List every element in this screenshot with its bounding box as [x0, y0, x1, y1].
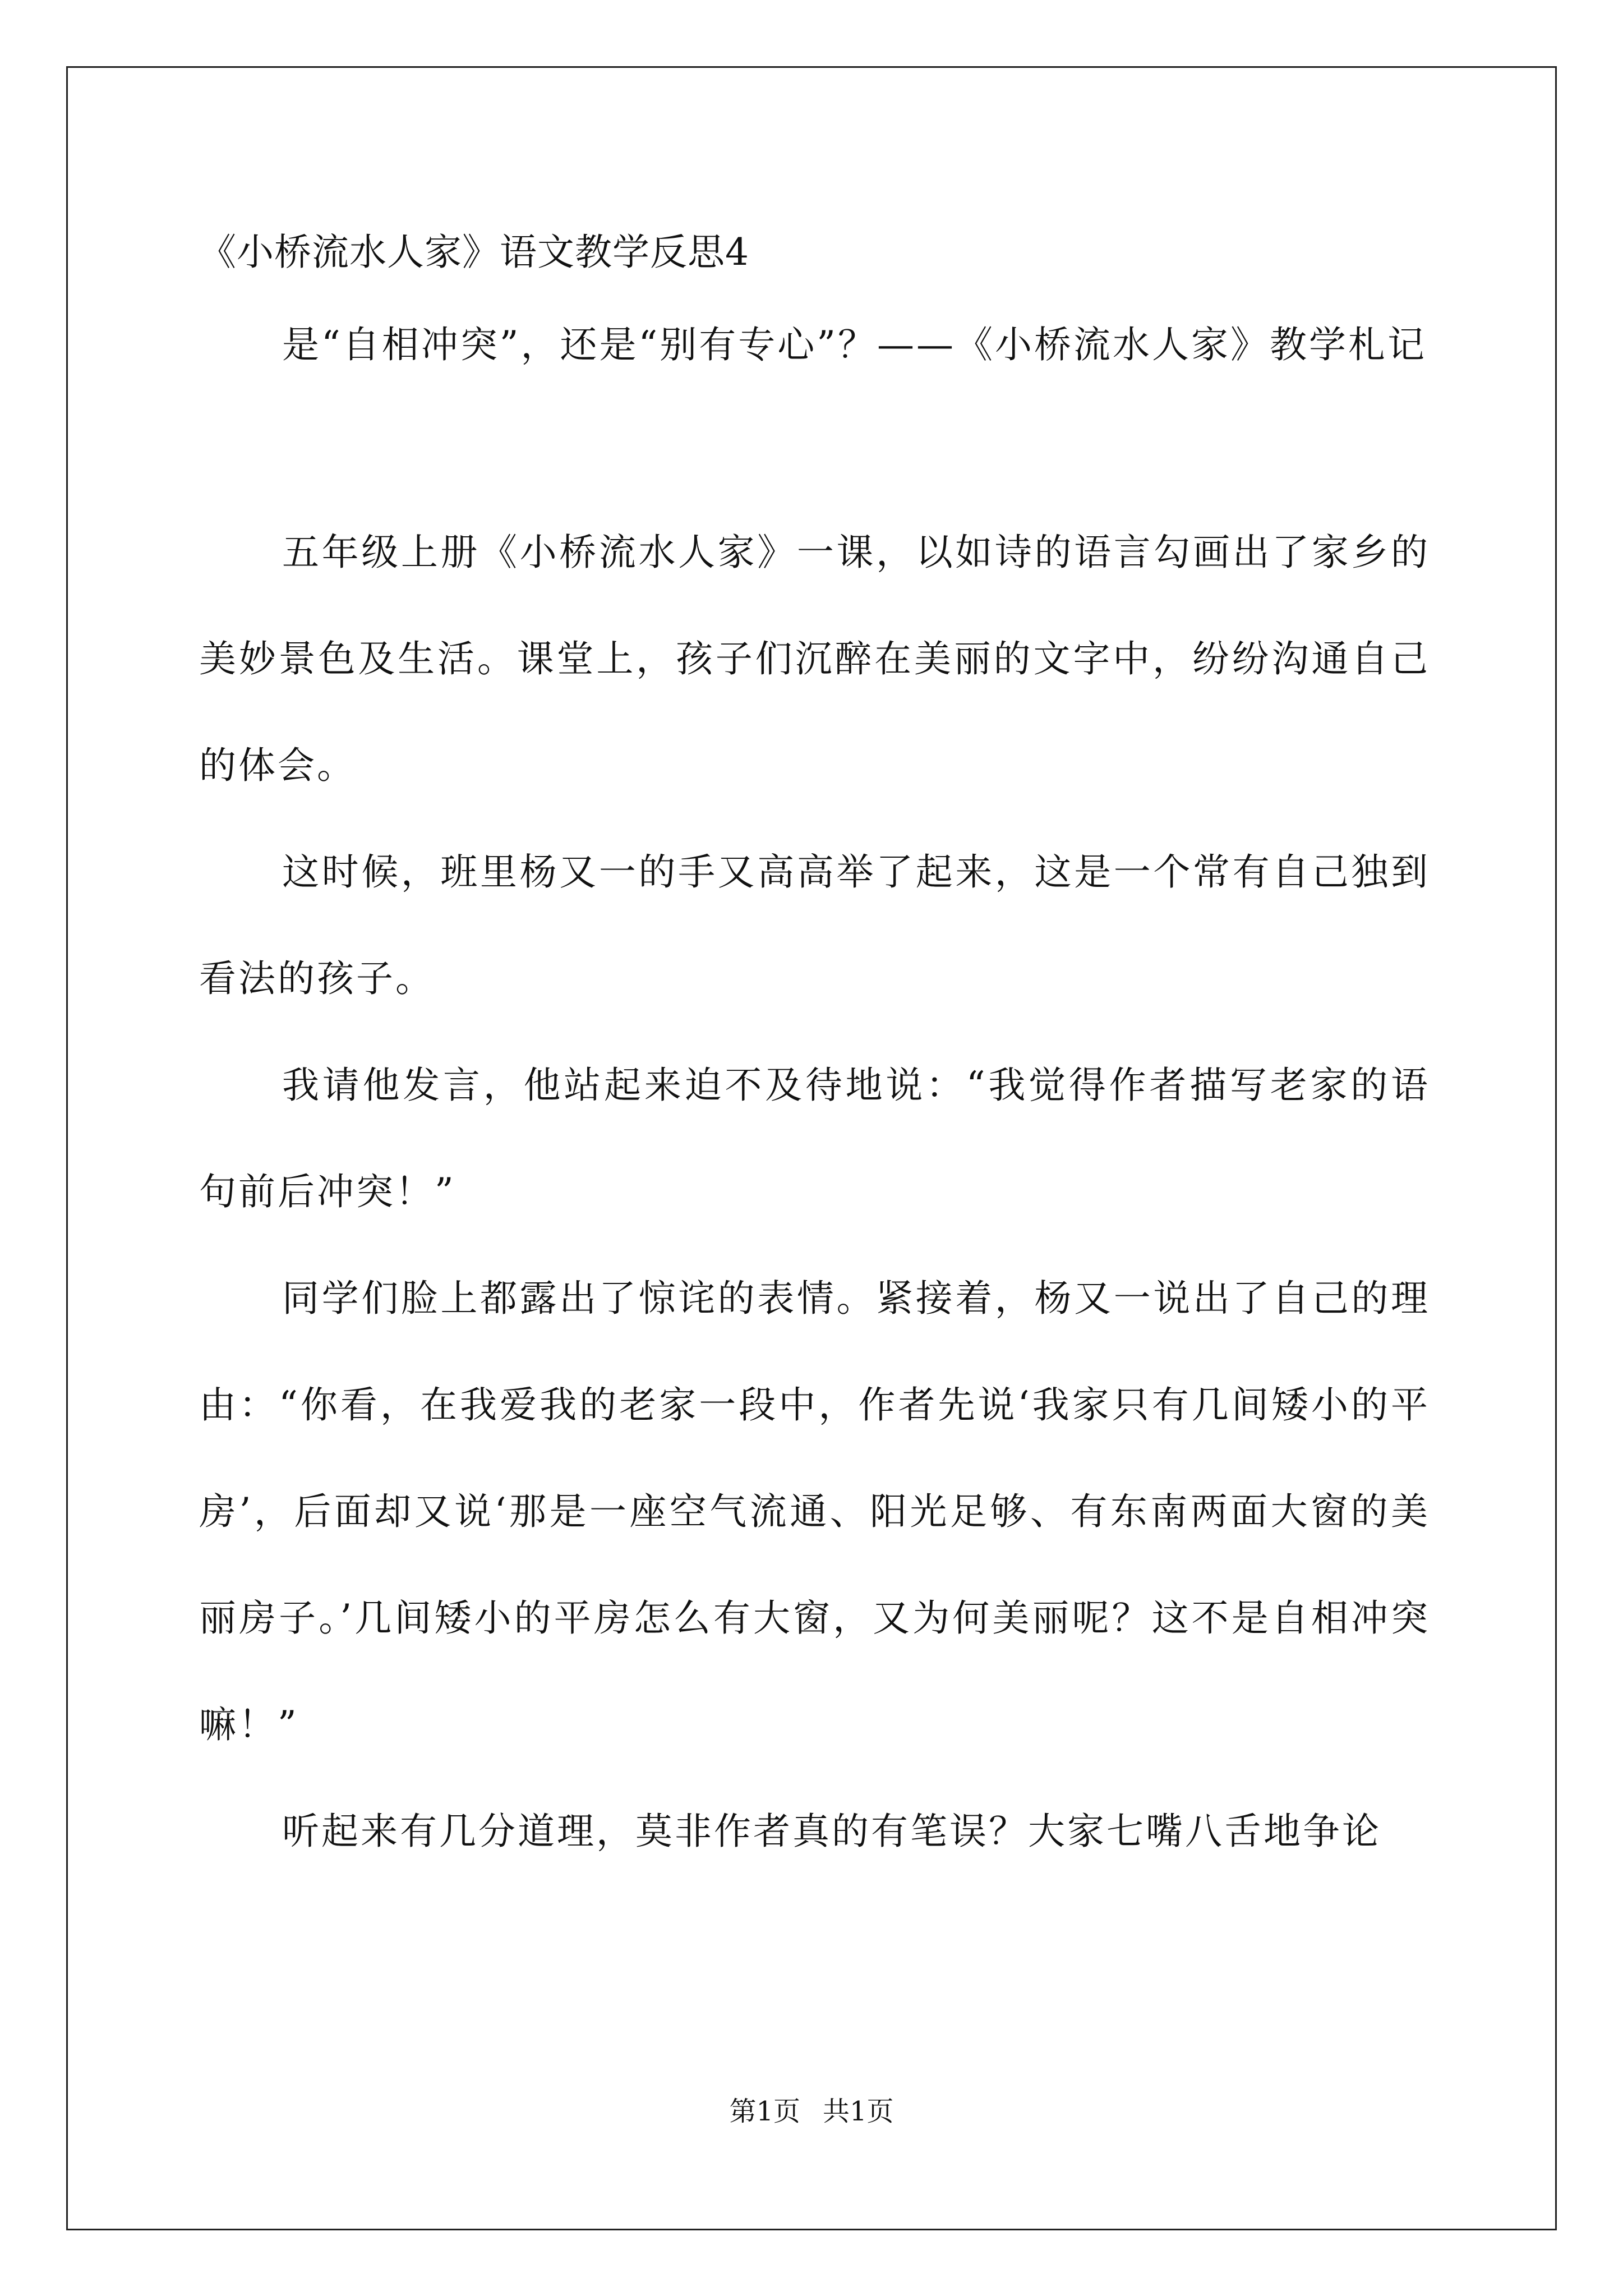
subtitle-paragraph: 是“自相冲突”，还是“别有专心”？——《小桥流水人家》教学札记: [282, 323, 1427, 366]
body-paragraph: 同学们脸上都露出了惊诧的表情。紧接着，杨又一说出了自己的理由：“你看，在我爱我的老家一段中，作者先说‘我家只有几间矮小的平房’，后面却又说‘那是一座空气流通、阳光足够、有东南两面大窗的美丽房子。’几间矮小的平房怎么有大窗，又为何美丽呢？这不是自相冲突嘛！”: [199, 1277, 1430, 1746]
document-title: 《小桥流水人家》语文教学反思4: [199, 231, 749, 274]
document-body: [199, 213, 1430, 1885]
page-footer: [0, 2090, 1623, 2128]
body-paragraph: 听起来有几分道理，莫非作者真的有笔误？大家七嘴八舌地争论: [282, 1810, 1381, 1853]
body-paragraph: 这时候，班里杨又一的手又高高举了起来，这是一个常有自己独到看法的孩子。: [199, 850, 1430, 1000]
body-paragraph: 我请他发言，他站起来迫不及待地说：“我觉得作者描写老家的语句前后冲突！”: [199, 1064, 1430, 1213]
page-total: 共1页: [823, 2096, 894, 2127]
body-paragraph: 五年级上册《小桥流水人家》一课，以如诗的语言勾画出了家乡的美妙景色及生活。课堂上，孩子们沉醉在美丽的文字中，纷纷沟通自己的体会。: [199, 531, 1430, 787]
paragraph-gap: [199, 398, 1430, 499]
page-number: 第1页: [729, 2096, 800, 2127]
